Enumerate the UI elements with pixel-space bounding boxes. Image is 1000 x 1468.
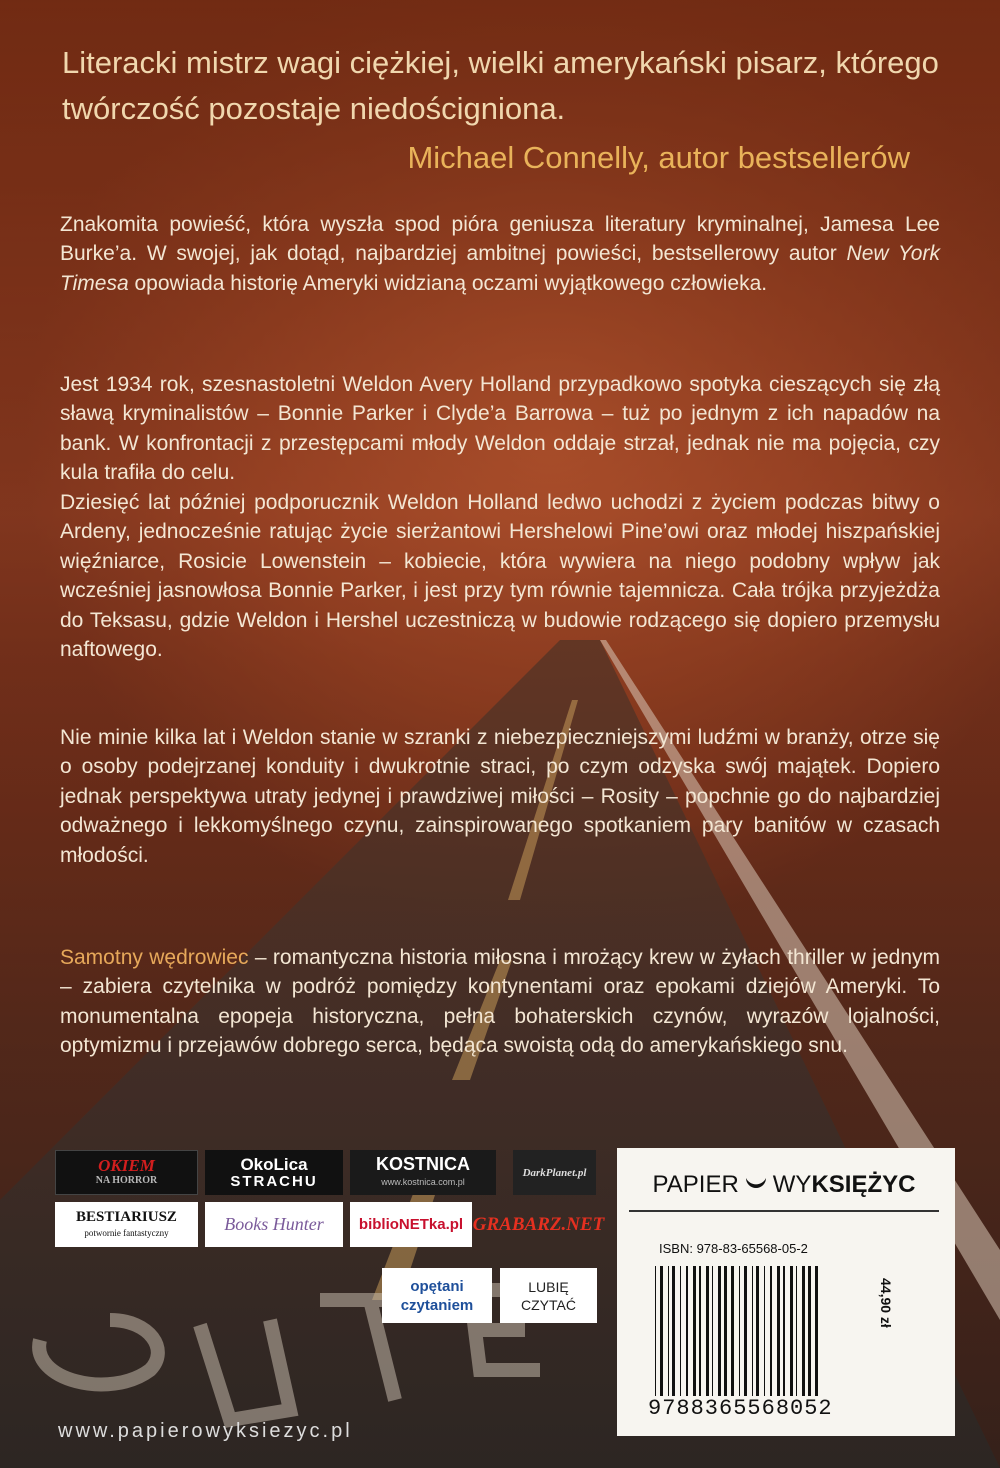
quote-author: Michael Connelly, autor bestsellerów	[407, 140, 910, 175]
barcode-bar	[802, 1266, 805, 1396]
barcode-bar	[808, 1266, 811, 1396]
logo-kostnica: KOSTNICA www.kostnica.com.pl	[350, 1150, 496, 1195]
barcode-bar	[680, 1266, 681, 1396]
barcode-bar	[783, 1266, 785, 1396]
barcode-bar	[724, 1266, 727, 1396]
barcode-bar	[699, 1266, 701, 1396]
logo-books-hunter: Books Hunter	[205, 1202, 343, 1247]
publisher-website: www.papierowyksiezyc.pl	[58, 1420, 353, 1442]
newspaper-title: New York Timesa	[60, 242, 940, 295]
barcode-bar	[668, 1266, 669, 1396]
barcode-bar	[815, 1266, 818, 1396]
logo-lubie-czytac: LUBIĘ CZYTAĆ	[500, 1268, 597, 1323]
barcode-bar	[686, 1266, 688, 1396]
isbn-number: ISBN: 978-83-65568-05-2	[659, 1241, 808, 1256]
story-paragraph-2: Dziesięć lat później podporucznik Weldon Holland ledwo uchodzi z życiem podczas bitwy o Ardeny, jednocześnie ratując życie sierżantowi Hershelowi Pine’owi oraz młodej hiszpańskiej więźniarce, Rosicie Lowenstein – kobiecie, która wywiera na niego podobny wpływ jak wcześniej jasnowłosa Bonnie Parker, i jest przy tym równie tajemnicza. Cała trójka przyjeżdża do Teksasu, gdzie Weldon i Hershel uczestniczą w budowie rodzącego się dopiero przemysłu naftowego.	[60, 491, 940, 662]
price: 44,90 zł	[878, 1278, 894, 1328]
barcode-bar	[706, 1266, 709, 1396]
barcode-bar	[752, 1266, 753, 1396]
logo-darkplanet: DarkPlanet.pl	[513, 1150, 596, 1195]
blurb-intro: Znakomita powieść, która wyszła spod pióra geniusza literatury kryminalnej, Jamesa Lee Burke’a. W swojej, jak dotąd, najbardziej ambitnej powieści, bestsellerowy autor New York Timesa opowiada historię Ameryki widzianą oczami wyjątkowego człowieka.	[60, 213, 940, 295]
barcode-bar	[660, 1266, 663, 1396]
book-title: Samotny wędrowiec	[60, 946, 249, 969]
barcode-bar	[672, 1266, 675, 1396]
barcode-bar	[718, 1266, 721, 1396]
barcode-bar	[764, 1266, 765, 1396]
barcode-bar	[796, 1266, 797, 1396]
barcode-bar	[790, 1266, 793, 1396]
barcode-bar	[731, 1266, 734, 1396]
moon-icon	[741, 1170, 771, 1200]
barcode-bar	[655, 1266, 656, 1396]
barcode-bar	[712, 1266, 713, 1396]
logo-okolica-strachu: OkoLica STRACHU	[205, 1150, 343, 1195]
closing-paragraph: Samotny wędrowiec – romantyczna historia miłosna i mrożący krew w żyłach thriller w jednym – zabiera czytelnika w podróż pomiędzy kontynentami oraz epokami dziejów Ameryki. To monumentalna epopeja historyczna, pełna bohaterskich czynów, wyrazów lojalności, optymizmu i przejawów dobrego serca, będąca swoistą odą do amerykańskiego snu.	[60, 946, 941, 1058]
barcode-bar	[739, 1266, 740, 1396]
endorsement-quote: Literacki mistrz wagi ciężkiej, wielki amerykański pisarz, którego twórczość pozostaje niedościgniona.	[62, 45, 939, 126]
barcode-bar	[756, 1266, 759, 1396]
logo-grabarz: GRABARZ.NET	[472, 1213, 605, 1235]
logo-opetani-czytaniem: opętani czytaniem	[382, 1268, 492, 1323]
publisher-logo: PAPIER WY KSIĘŻYC	[629, 1160, 939, 1212]
story-paragraph-1: Jest 1934 rok, szesnastoletni Weldon Avery Holland przypadkowo spotyka cieszących się złą sławą kryminalistów – Bonnie Parker i Clyde’a Barrowa – tuż po jednym z ich napadów na bank. W konfrontacji z przestępcami młody Weldon oddaje strzał, jednak nie ma pojęcia, czy kula trafiła do celu.	[60, 373, 940, 485]
barcode	[651, 1266, 891, 1396]
barcode-digits: 9788365568052	[648, 1396, 833, 1421]
barcode-bar	[744, 1266, 747, 1396]
story-paragraph-3: Nie minie kilka lat i Weldon stanie w szranki z niebezpieczniejszymi ludźmi w branży, otrze się o osoby podejrzanej konduity i dwukrotnie straci, po czym odzyska swój majątek. Dopiero jednak perspektywa utraty jedynej i prawdziwej miłości – Rosity – popchnie go do najbardziej odważnego i lekkomyślnego czynu, zainspirowanego spotkaniem pary banitów w czasach młodości.	[60, 726, 940, 867]
logo-okiem-na-horror: OKIEM NA HORROR	[55, 1150, 198, 1195]
logo-bestiariusz: BESTIARIUSZ potwornie fantastyczny	[55, 1202, 198, 1247]
barcode-bar	[770, 1266, 772, 1396]
logo-biblionetka: biblioNETka.pl	[350, 1202, 472, 1247]
barcode-bar	[693, 1266, 696, 1396]
barcode-bar	[777, 1266, 780, 1396]
isbn-label	[617, 1148, 955, 1436]
